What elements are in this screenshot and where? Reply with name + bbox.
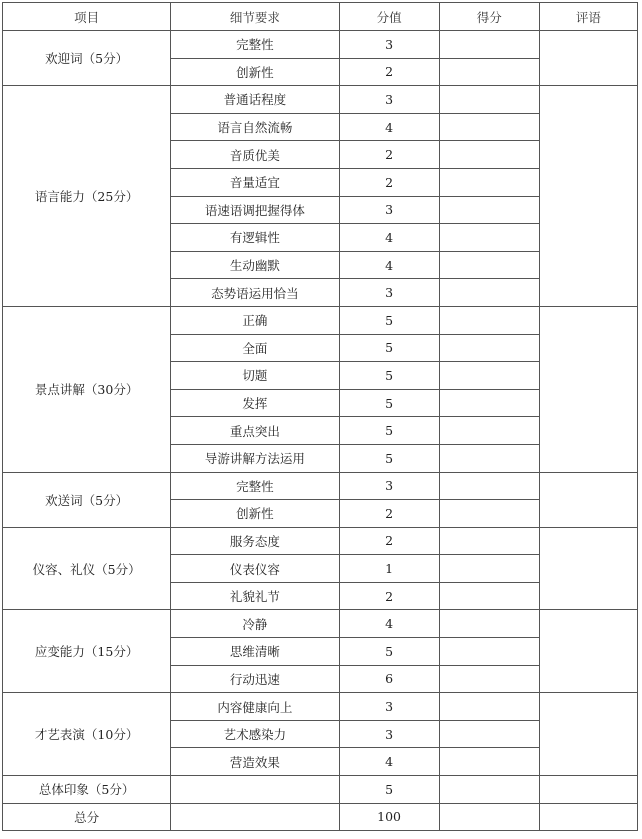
detail-cell: 普通话程度 xyxy=(171,86,339,114)
detail-cell: 仪表仪容 xyxy=(171,555,339,583)
points-cell: 3 xyxy=(339,720,439,748)
detail-cell: 思维清晰 xyxy=(171,638,339,666)
total-points: 100 xyxy=(339,803,439,831)
score-cell[interactable] xyxy=(439,693,539,721)
header-comment: 评语 xyxy=(539,3,637,31)
detail-cell: 完整性 xyxy=(171,472,339,500)
detail-cell: 礼貌礼节 xyxy=(171,582,339,610)
table-row xyxy=(3,527,638,555)
table-row xyxy=(3,693,638,721)
header-score: 得分 xyxy=(439,3,539,31)
detail-cell xyxy=(171,776,339,804)
header-item: 项目 xyxy=(3,3,171,31)
scoring-table xyxy=(2,2,638,831)
points-cell: 3 xyxy=(339,693,439,721)
score-cell[interactable] xyxy=(439,334,539,362)
header-points: 分值 xyxy=(339,3,439,31)
points-cell: 5 xyxy=(339,389,439,417)
score-cell[interactable] xyxy=(439,776,539,804)
points-cell: 2 xyxy=(339,141,439,169)
detail-cell: 冷静 xyxy=(171,610,339,638)
score-cell[interactable] xyxy=(439,582,539,610)
detail-cell: 音量适宜 xyxy=(171,168,339,196)
score-cell[interactable] xyxy=(439,168,539,196)
score-cell[interactable] xyxy=(439,555,539,583)
points-cell: 3 xyxy=(339,472,439,500)
score-cell[interactable] xyxy=(439,720,539,748)
points-cell: 4 xyxy=(339,748,439,776)
score-cell[interactable] xyxy=(439,86,539,114)
category-cell: 仪容、礼仪（5分） xyxy=(3,527,171,610)
total-comment-cell[interactable] xyxy=(539,803,637,831)
total-row xyxy=(3,803,638,831)
score-cell[interactable] xyxy=(439,279,539,307)
score-cell[interactable] xyxy=(439,665,539,693)
table-row xyxy=(3,776,638,804)
detail-cell: 态势语运用恰当 xyxy=(171,279,339,307)
score-cell[interactable] xyxy=(439,58,539,86)
points-cell: 4 xyxy=(339,224,439,252)
table-row xyxy=(3,306,638,334)
score-cell[interactable] xyxy=(439,527,539,555)
score-cell[interactable] xyxy=(439,251,539,279)
detail-cell: 切题 xyxy=(171,362,339,390)
comment-cell[interactable] xyxy=(539,693,637,776)
points-cell: 2 xyxy=(339,527,439,555)
detail-cell: 全面 xyxy=(171,334,339,362)
comment-cell[interactable] xyxy=(539,610,637,693)
points-cell: 5 xyxy=(339,362,439,390)
score-cell[interactable] xyxy=(439,196,539,224)
score-cell[interactable] xyxy=(439,638,539,666)
category-cell: 欢迎词（5分） xyxy=(3,31,171,86)
comment-cell[interactable] xyxy=(539,306,637,472)
table-row xyxy=(3,610,638,638)
total-score-cell[interactable] xyxy=(439,803,539,831)
detail-cell: 导游讲解方法运用 xyxy=(171,444,339,472)
points-cell: 2 xyxy=(339,582,439,610)
detail-cell: 语速语调把握得体 xyxy=(171,196,339,224)
category-cell: 欢送词（5分） xyxy=(3,472,171,527)
detail-cell: 重点突出 xyxy=(171,417,339,445)
score-cell[interactable] xyxy=(439,748,539,776)
points-cell: 5 xyxy=(339,638,439,666)
score-cell[interactable] xyxy=(439,362,539,390)
header-detail: 细节要求 xyxy=(171,3,339,31)
score-cell[interactable] xyxy=(439,224,539,252)
detail-cell: 有逻辑性 xyxy=(171,224,339,252)
category-cell: 才艺表演（10分） xyxy=(3,693,171,776)
score-cell[interactable] xyxy=(439,141,539,169)
points-cell: 4 xyxy=(339,610,439,638)
detail-cell: 服务态度 xyxy=(171,527,339,555)
comment-cell[interactable] xyxy=(539,472,637,527)
points-cell: 6 xyxy=(339,665,439,693)
category-cell: 应变能力（15分） xyxy=(3,610,171,693)
score-cell[interactable] xyxy=(439,31,539,59)
score-cell[interactable] xyxy=(439,472,539,500)
points-cell: 5 xyxy=(339,776,439,804)
detail-cell: 发挥 xyxy=(171,389,339,417)
total-detail-cell xyxy=(171,803,339,831)
table-row xyxy=(3,31,638,59)
detail-cell: 完整性 xyxy=(171,31,339,59)
points-cell: 4 xyxy=(339,251,439,279)
table-body xyxy=(3,31,638,831)
total-label: 总分 xyxy=(3,803,171,831)
category-cell: 景点讲解（30分） xyxy=(3,306,171,472)
comment-cell[interactable] xyxy=(539,31,637,86)
detail-cell: 音质优美 xyxy=(171,141,339,169)
points-cell: 1 xyxy=(339,555,439,583)
score-cell[interactable] xyxy=(439,610,539,638)
points-cell: 5 xyxy=(339,306,439,334)
score-cell[interactable] xyxy=(439,113,539,141)
table-row xyxy=(3,472,638,500)
points-cell: 3 xyxy=(339,31,439,59)
score-cell[interactable] xyxy=(439,389,539,417)
score-cell[interactable] xyxy=(439,306,539,334)
category-cell: 总体印象（5分） xyxy=(3,776,171,804)
score-cell[interactable] xyxy=(439,500,539,528)
detail-cell: 语言自然流畅 xyxy=(171,113,339,141)
points-cell: 2 xyxy=(339,168,439,196)
comment-cell[interactable] xyxy=(539,527,637,610)
header-row xyxy=(3,3,638,31)
detail-cell: 生动幽默 xyxy=(171,251,339,279)
points-cell: 3 xyxy=(339,279,439,307)
comment-cell[interactable] xyxy=(539,86,637,307)
points-cell: 2 xyxy=(339,58,439,86)
points-cell: 5 xyxy=(339,334,439,362)
points-cell: 4 xyxy=(339,113,439,141)
detail-cell: 艺术感染力 xyxy=(171,720,339,748)
detail-cell: 创新性 xyxy=(171,500,339,528)
detail-cell: 行动迅速 xyxy=(171,665,339,693)
detail-cell: 内容健康向上 xyxy=(171,693,339,721)
points-cell: 3 xyxy=(339,86,439,114)
points-cell: 2 xyxy=(339,500,439,528)
comment-cell[interactable] xyxy=(539,776,637,804)
score-cell[interactable] xyxy=(439,444,539,472)
category-cell: 语言能力（25分） xyxy=(3,86,171,307)
detail-cell: 正确 xyxy=(171,306,339,334)
points-cell: 3 xyxy=(339,196,439,224)
detail-cell: 营造效果 xyxy=(171,748,339,776)
points-cell: 5 xyxy=(339,444,439,472)
points-cell: 5 xyxy=(339,417,439,445)
detail-cell: 创新性 xyxy=(171,58,339,86)
score-cell[interactable] xyxy=(439,417,539,445)
table-row xyxy=(3,86,638,114)
